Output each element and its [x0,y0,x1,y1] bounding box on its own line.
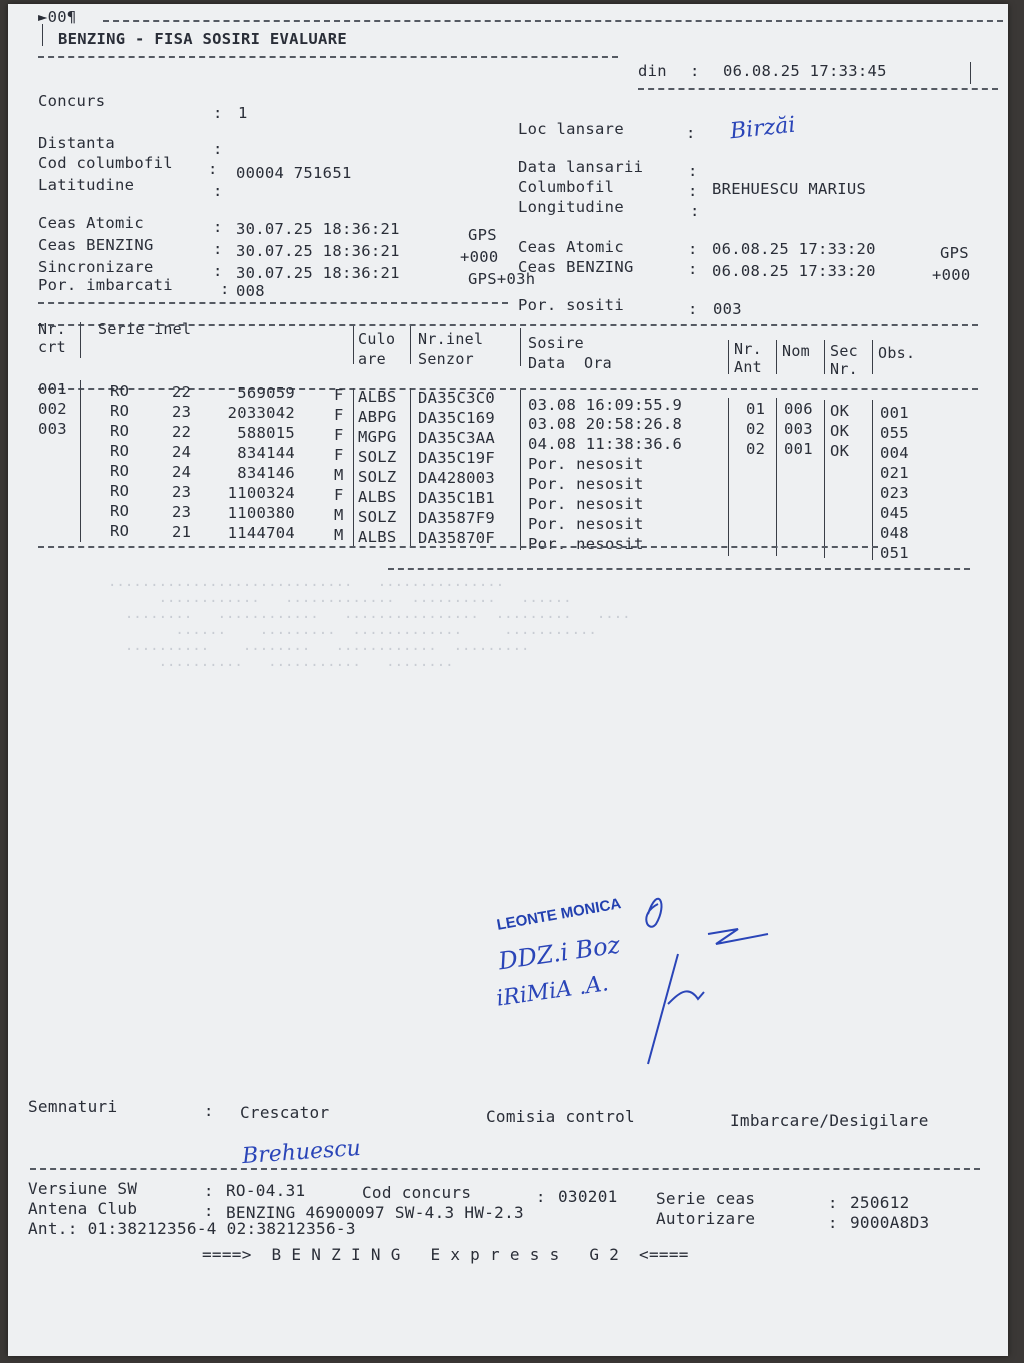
cell-country: RO [110,422,130,440]
printout-sheet [8,4,1008,1356]
th-serie-inel: Serie inel [98,320,192,338]
bleed-through-text: ............................. ............... ............ ............. .......... ...... ........ ............ ................ ......... .... ...... ......... ............. ........... .......... ........ ............ ......... .......... ........... ........ [108,574,631,670]
ceas-atomic-end-value: 06.08.25 17:33:20 [712,240,876,258]
cell-color: SOLZ [358,468,397,486]
ceas-atomic-end-colon: : [688,240,698,258]
semnaturi-colon: : [204,1102,214,1120]
header-right-bar [970,62,971,84]
th-sec-2: Nr. [830,360,858,378]
cell-nom: 006 [784,400,813,418]
ceas-atomic-end-label: Ceas Atomic [518,238,624,256]
cell-country: RO [110,462,130,480]
cell-year: 23 [172,503,192,521]
sincronizare-value: 30.07.25 18:36:21 [236,264,400,282]
cell-sex: F [334,426,344,444]
cell-arrival: Por. nesosit [528,475,644,493]
antena-club-colon: : [204,1202,214,1220]
cell-obs: 023 [880,484,909,502]
footer-top-rule [30,1168,980,1170]
antena-club-label: Antena Club [28,1199,138,1218]
header-top-rule [103,20,1003,22]
sincronizare-colon: : [213,262,223,280]
cell-arrival: Por. nesosit [528,495,644,513]
table-bottom-rule [388,568,970,570]
cell-obs: 021 [880,464,909,482]
versiune-sw-label: Versiune SW [28,1179,138,1198]
th-divider-7 [824,340,825,374]
cod-concurs-value: 030201 [558,1187,618,1206]
control-stamp: LEONTE MONICA [495,895,623,934]
ceas-benzing-end-label: Ceas BENZING [518,258,634,276]
cell-country: RO [110,482,130,500]
commission-signature-icon [608,874,788,1074]
cod-columbofil-value: 00004 751651 [236,164,352,182]
cell-country: RO [110,382,130,400]
concurs-value: 1 [238,104,248,122]
cell-color: ALBS [358,528,397,546]
ceas-atomic-start-suffix: GPS [468,226,497,244]
cell-nr: 001 [38,380,67,398]
th-divider-5 [728,340,729,374]
longitudine-colon: : [690,202,700,220]
cell-ring: 1100380 [227,504,295,522]
sincronizare-suffix: GPS+03h [468,270,536,288]
cell-country: RO [110,442,130,460]
body-divider-4 [520,390,521,550]
cell-sensor: DA428003 [418,469,496,487]
cell-sec: OK [830,422,850,440]
cell-year: 24 [172,463,192,481]
th-senzor-1: Nr.inel [418,330,484,348]
cell-ring: 1144704 [227,524,295,542]
cell-country: RO [110,502,130,520]
body-divider-3 [410,388,411,548]
crescator-label: Crescator [240,1103,330,1122]
cell-country: RO [110,402,130,420]
distanta-colon: : [213,140,223,158]
th-divider-1 [80,322,81,358]
th-culoare-2: are [358,350,386,368]
th-obs: Obs. [878,344,916,362]
cell-arrival: Por. nesosit [528,455,644,473]
header-right-rule [638,88,998,90]
info-rule [38,302,508,304]
cell-color: ALBS [358,488,397,506]
concurs-label: Concurs [38,92,106,110]
antena-club-value: BENZING 46900097 SW-4.3 HW-2.3 [226,1203,524,1222]
cell-sensor: DA35C169 [418,409,496,427]
cod-columbofil-colon: : [208,160,218,178]
cell-ring: 834144 [237,444,295,462]
versiune-sw-value: RO-04.31 [226,1181,306,1200]
imbarcare-desigilare-label: Imbarcare/Desigilare [730,1111,929,1130]
cell-sec: OK [830,402,850,420]
benzing-express-banner: ====> B E N Z I N G E x p r e s s G 2 <==== [202,1245,689,1264]
serie-ceas-value: 250612 [850,1193,910,1212]
th-sosire-2: Data Ora [528,354,612,372]
cell-nom: 003 [784,420,813,438]
cell-color: SOLZ [358,508,397,526]
header-left-bar [42,24,43,46]
cell-arrival: 03.08 16:09:55.9 [528,396,683,414]
serie-ceas-colon: : [828,1194,838,1212]
cell-arrival: Por. nesosit [528,535,644,553]
ceas-atomic-start-label: Ceas Atomic [38,214,144,232]
th-ant-1: Nr. [734,340,762,358]
th-culoare-1: Culo [358,330,396,348]
autorizare-label: Autorizare [656,1209,756,1228]
latitudine-label: Latitudine [38,176,135,194]
cell-color: MGPG [358,428,397,446]
cell-year: 22 [172,383,192,401]
body-divider-6 [776,398,777,556]
header-bottom-rule [38,56,618,58]
por-imbarcati-label: Por. imbarcati [38,276,173,294]
crescator-signature: Brehuescu [241,1135,362,1170]
cell-sensor: DA35870F [418,529,496,547]
loc-lansare-colon: : [686,124,696,142]
ceas-atomic-end-suffix: GPS [940,244,969,262]
cell-obs: 048 [880,524,909,542]
body-divider-7 [824,400,825,558]
cell-sensor: DA35C1B1 [418,489,496,507]
distanta-label: Distanta [38,134,116,152]
ceas-atomic-start-colon: : [213,218,223,236]
cell-obs: 055 [880,424,909,442]
cell-arrival: 03.08 20:58:26.8 [528,415,683,433]
cell-year: 22 [172,423,192,441]
th-ant-2: Ant [734,358,762,376]
cell-year: 23 [172,483,192,501]
versiune-sw-colon: : [204,1182,214,1200]
ceas-benzing-end-value: 06.08.25 17:33:20 [712,262,876,280]
ceas-benzing-start-colon: : [213,240,223,258]
cell-antenna: 02 [746,440,766,458]
din-label: din [638,62,667,80]
cell-color: SOLZ [358,448,397,466]
din-value: 06.08.25 17:33:45 [723,62,887,80]
cell-antenna: 01 [746,400,766,418]
handwritten-note-1: DDZ.i Boz [496,930,622,976]
cell-obs: 051 [880,544,909,562]
columbofil-value: BREHUESCU MARIUS [712,180,867,198]
th-divider-4 [520,328,521,366]
th-divider-8 [872,340,873,374]
concurs-colon: : [213,104,223,122]
sincronizare-label: Sincronizare [38,258,154,276]
ceas-benzing-start-suffix: +000 [460,248,499,266]
cell-antenna: 02 [746,420,766,438]
latitudine-colon: : [213,182,223,200]
cell-nr: 002 [38,400,67,418]
cod-concurs-label: Cod concurs [362,1183,472,1202]
th-sosire-1: Sosire [528,334,584,352]
cell-ring: 1100324 [227,484,295,502]
por-sositi-label: Por. sositi [518,296,624,314]
longitudine-label: Longitudine [518,198,624,216]
cell-ring: 834146 [237,464,295,482]
ceas-benzing-start-value: 30.07.25 18:36:21 [236,242,400,260]
th-nr: Nr. [38,320,66,338]
cell-obs: 004 [880,444,909,462]
por-imbarcati-colon: : [220,280,230,298]
cell-arrival: Por. nesosit [528,515,644,533]
header-marker: ►00¶ [38,8,77,26]
antenna-serials: Ant.: 01:38212356-4 02:38212356-3 [28,1219,356,1238]
cell-ring: 2033042 [227,404,295,422]
serie-ceas-label: Serie ceas [656,1189,756,1208]
cell-sex: M [334,506,344,524]
cell-year: 24 [172,443,192,461]
th-divider-6 [776,340,777,374]
cell-obs: 001 [880,404,909,422]
table-mid-rule [38,546,878,548]
cell-sensor: DA3587F9 [418,509,496,527]
body-divider-5 [728,398,729,556]
cell-ring: 569059 [237,384,295,402]
cell-year: 21 [172,523,192,541]
cell-arrival: 04.08 11:38:36.6 [528,435,683,453]
cell-nom: 001 [784,440,813,458]
cell-color: ALBS [358,388,397,406]
ceas-benzing-start-label: Ceas BENZING [38,236,154,254]
th-senzor-2: Senzor [418,350,474,368]
cell-year: 23 [172,403,192,421]
loc-lansare-label: Loc lansare [518,120,624,138]
por-sositi-value: 003 [713,300,742,318]
cell-sex: F [334,446,344,464]
ceas-benzing-end-suffix: +000 [932,266,971,284]
cell-sec: OK [830,442,850,460]
cell-sensor: DA35C19F [418,449,496,467]
cell-sex: F [334,406,344,424]
columbofil-label: Columbofil [518,178,615,196]
semnaturi-label: Semnaturi [28,1097,118,1116]
cell-color: ABPG [358,408,397,426]
autorizare-colon: : [828,1214,838,1232]
comisia-control-label: Comisia control [486,1107,635,1126]
cell-sex: M [334,466,344,484]
th-crt: crt [38,338,66,356]
cell-obs: 045 [880,504,909,522]
autorizare-value: 9000A8D3 [850,1213,930,1232]
loc-lansare-value: Birzăi [728,112,797,145]
document-title: BENZING - FISA SOSIRI EVALUARE [58,30,347,48]
din-colon: : [690,62,700,80]
ceas-benzing-end-colon: : [688,260,698,278]
cod-columbofil-label: Cod columbofil [38,154,173,172]
cod-concurs-colon: : [536,1188,546,1206]
cell-ring: 588015 [237,424,295,442]
th-divider-2 [353,326,354,364]
body-divider-8 [872,400,873,560]
cell-nr: 003 [38,420,67,438]
por-sositi-colon: : [688,300,698,318]
por-imbarcati-value: 008 [236,282,265,300]
th-nom: Nom [782,342,810,360]
body-divider-2 [353,388,354,548]
ceas-atomic-start-value: 30.07.25 18:36:21 [236,220,400,238]
th-sec-1: Sec [830,342,858,360]
data-lansarii-colon: : [688,162,698,180]
cell-sex: F [334,386,344,404]
cell-sensor: DA35C3AA [418,429,496,447]
columbofil-colon: : [688,182,698,200]
cell-sex: M [334,526,344,544]
cell-sensor: DA35C3C0 [418,389,496,407]
cell-sex: F [334,486,344,504]
data-lansarii-label: Data lansarii [518,158,644,176]
th-divider-3 [410,326,411,364]
cell-country: RO [110,522,130,540]
body-divider-1 [80,380,81,542]
handwritten-note-2: iRiMiA .A. [494,971,611,1012]
